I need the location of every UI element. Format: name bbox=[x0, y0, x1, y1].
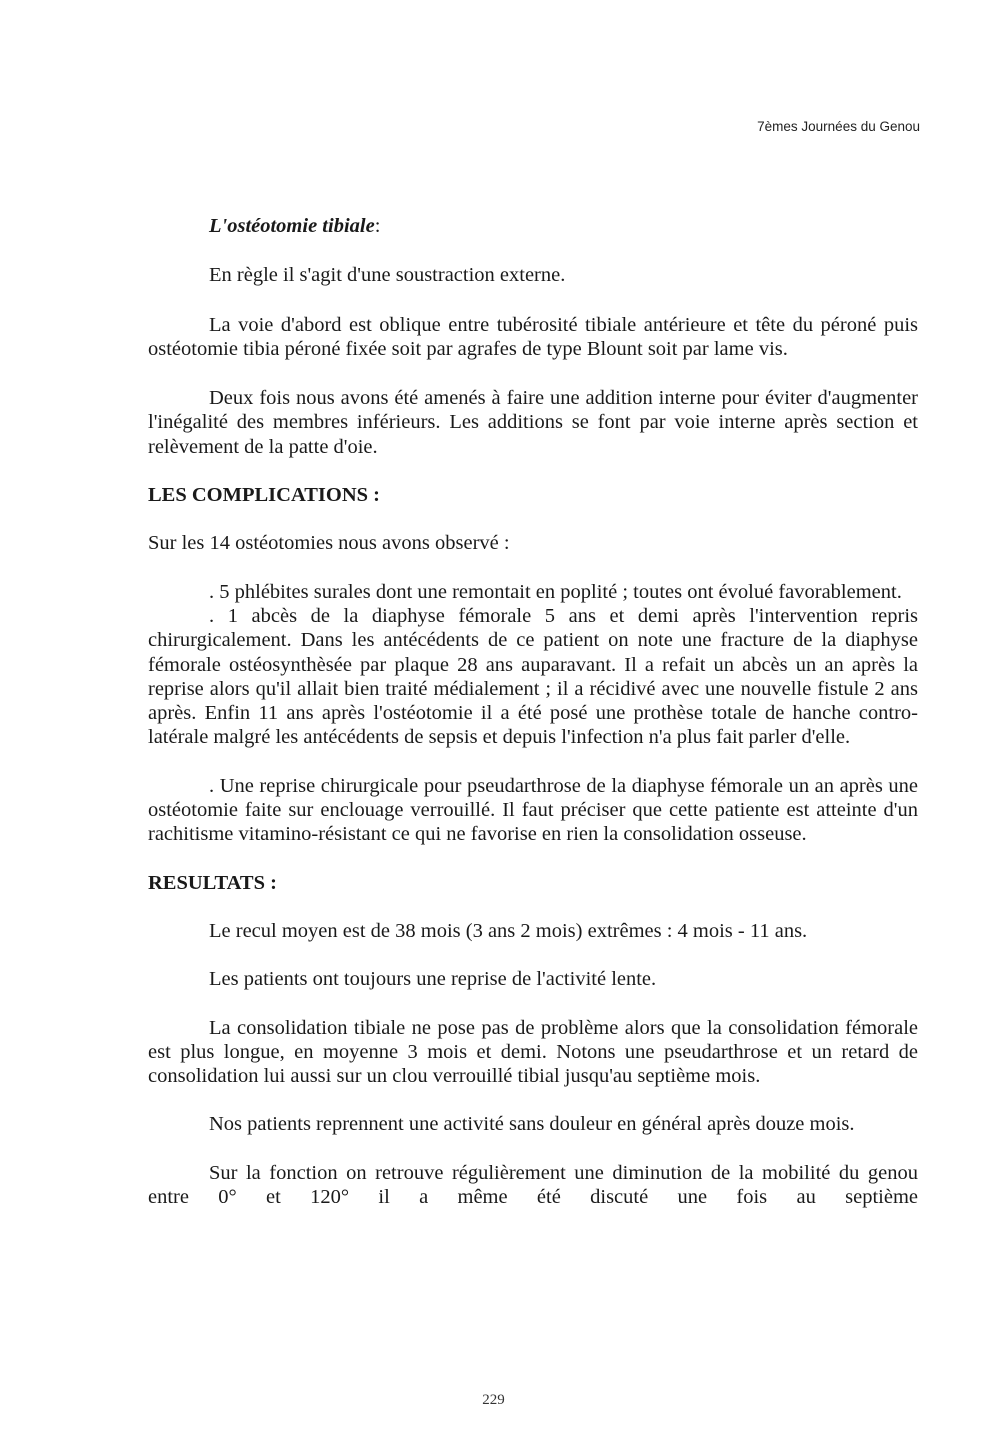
running-header: 7èmes Journées du Genou bbox=[757, 119, 920, 134]
page-number: 229 bbox=[482, 1392, 505, 1408]
section-heading-resultats: RESULTATS : bbox=[148, 871, 277, 894]
paragraph: Sur les 14 ostéotomies nous avons observé : bbox=[148, 532, 510, 555]
paragraph: La consolidation tibiale ne pose pas de problème alors que la consolidation fémorale est plus longue, en moyenne 3 mois et demi. Notons une pseudarthrose et un retard de consolidation lui aussi sur un clou verrouillé tibial jusqu'au septième mois. bbox=[148, 1016, 918, 1088]
paragraph: En règle il s'agit d'une soustraction externe. bbox=[209, 264, 566, 287]
list-item: . 1 abcès de la diaphyse fémorale 5 ans et demi après l'intervention repris chirurgicalement. Dans les antécédents de ce patient on note une fracture de la diaphyse fémorale ostéosynthèsée par plaque 28 ans auparavant. Il a refait un abcès un an après la reprise alors qu'il allait bien traité médialement ; il a récidivé avec une nouvelle fistule 2 ans après. Enfin 11 ans après l'ostéotomie il a été posé une prothèse totale de hanche contro-latérale malgré les antécédents de sepsis et depuis l'infection n'a plus fait parler d'elle. bbox=[148, 604, 918, 749]
paragraph: Le recul moyen est de 38 mois (3 ans 2 mois) extrêmes : 4 mois - 11 ans. bbox=[209, 919, 808, 942]
page-body bbox=[148, 214, 918, 1209]
section-title-text: L'ostéotomie tibiale bbox=[209, 215, 375, 237]
paragraph: Nos patients reprennent une activité sans douleur en général après douze mois. bbox=[209, 1113, 855, 1136]
list-item: . 5 phlébites surales dont une remontait en poplité ; toutes ont évolué favorablement. bbox=[209, 580, 902, 603]
section-heading-complications: LES COMPLICATIONS : bbox=[148, 484, 380, 507]
paragraph: Sur la fonction on retrouve régulièrement une diminution de la mobilité du genou entre 0° et 120° il a même été discuté une fois au septième bbox=[148, 1161, 918, 1209]
paragraph: La voie d'abord est oblique entre tubérosité tibiale antérieure et tête du péroné puis ostéotomie tibia péroné fixée soit par agrafes de type Blount soit par lame vis. bbox=[148, 313, 918, 360]
list-item: . Une reprise chirurgicale pour pseudarthrose de la diaphyse fémorale un an après une ostéotomie faite sur enclouage verrouillé. Il faut préciser que cette patiente est atteinte d'un rachitisme vitamino-résistant ce qui ne favorise en rien la consolidation osseuse. bbox=[148, 774, 918, 846]
paragraph: Les patients ont toujours une reprise de l'activité lente. bbox=[209, 968, 657, 991]
paragraph: Deux fois nous avons été amenés à faire une addition interne pour éviter d'augmenter l'inégalité des membres inférieurs. Les additions se font par voie interne après section et relèvement de la patte d'oie. bbox=[148, 387, 918, 458]
section-title-colon: : bbox=[374, 215, 381, 237]
section-title-osteotomie bbox=[209, 214, 918, 238]
